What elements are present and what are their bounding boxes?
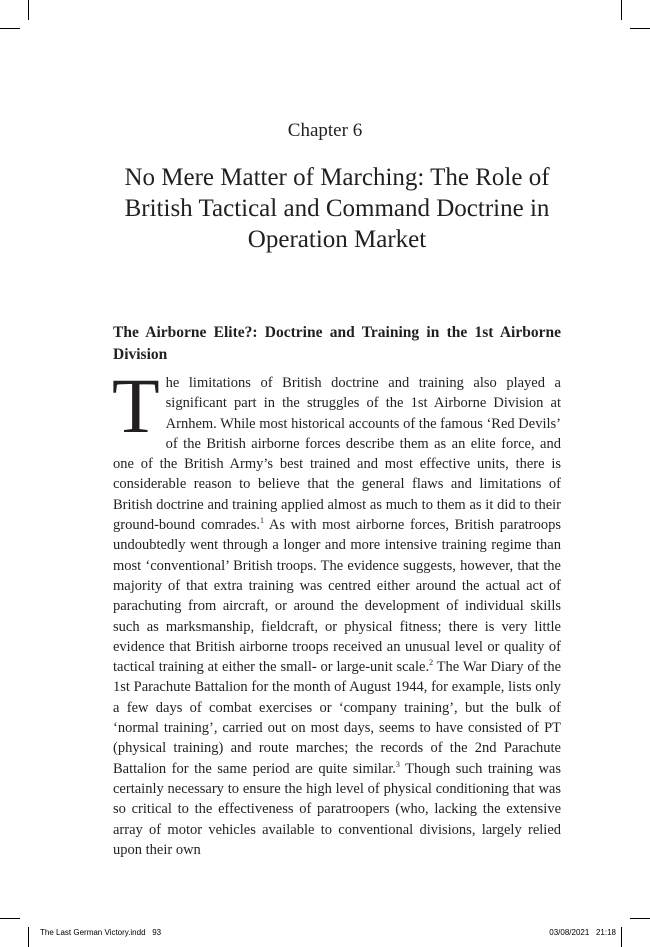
crop-mark-top-right-vertical (621, 0, 622, 20)
crop-mark-top-left-horizontal (0, 28, 20, 29)
body-text-segment: The War Diary of the 1st Parachute Battalion for the month of August 1944, for example, lists only a few days of combat exercises or ‘company training’, but the bulk of ‘normal training’, carried out on most days, seems to have consisted of PT (physical training) and route marches; the records of the 2nd Parachute Battalion for the same period are quite similar. (113, 659, 562, 777)
crop-mark-top-left-vertical (28, 0, 29, 20)
footnote-marker: 1 (260, 516, 265, 526)
body-text-segment: Though such training was certainly necessary to ensure the high level of physical conditioning that was so critical to the effectiveness of paratroopers (who, lacking the extensive array of motor vehicles available to conventional divisions, largely relied upon their own (113, 760, 562, 858)
crop-mark-bottom-left-vertical (28, 927, 29, 947)
drop-cap: T (112, 362, 160, 449)
footnote-marker: 3 (395, 759, 400, 769)
section-heading: The Airborne Elite?: Doctrine and Training in the 1st Airborne Division (113, 324, 561, 363)
crop-mark-bottom-left-horizontal (0, 918, 20, 919)
body-text-segment: he limitations of British doctrine and training also played a significant part in the struggles of the 1st Airborne Division at Arnhem. While most historical accounts of the famous ‘Red Devils’ of the British airborne forces describe them as an elite force, and one of the British Army’s best trained and most effective units, there is considerable reason to believe that the general flaws and limitations of British doctrine and training applied almost as much to them as it did to their ground-bound comrades. (113, 375, 561, 534)
print-timestamp: 03/08/2021 21:18 (549, 928, 616, 937)
chapter-label: Chapter 6 (287, 120, 363, 141)
body-text-segment: As with most airborne forces, British paratroops undoubtedly went through a longer and more intensive training regime than most ‘conventional’ British troops. The evidence suggests, however, that the majority of that extra training was centred either around the actual act of parachuting from aircraft, or around the development of individual skills such as marksmanship, fieldcraft, or physical fitness; there is very little evidence that British airborne troops received an unusual level or quality of tactical training at either the small- or large-unit scale. (113, 517, 562, 676)
body-paragraph (112, 362, 562, 860)
footnote-marker: 2 (429, 658, 434, 668)
chapter-title: No Mere Matter of Marching: The Role of British Tactical and Command Doctrine in Operation Market (124, 164, 550, 253)
crop-mark-bottom-right-horizontal (630, 918, 650, 919)
crop-mark-bottom-right-vertical (621, 927, 622, 947)
crop-mark-top-right-horizontal (630, 28, 650, 29)
print-file-info: The Last German Victory.indd 93 (40, 928, 162, 937)
